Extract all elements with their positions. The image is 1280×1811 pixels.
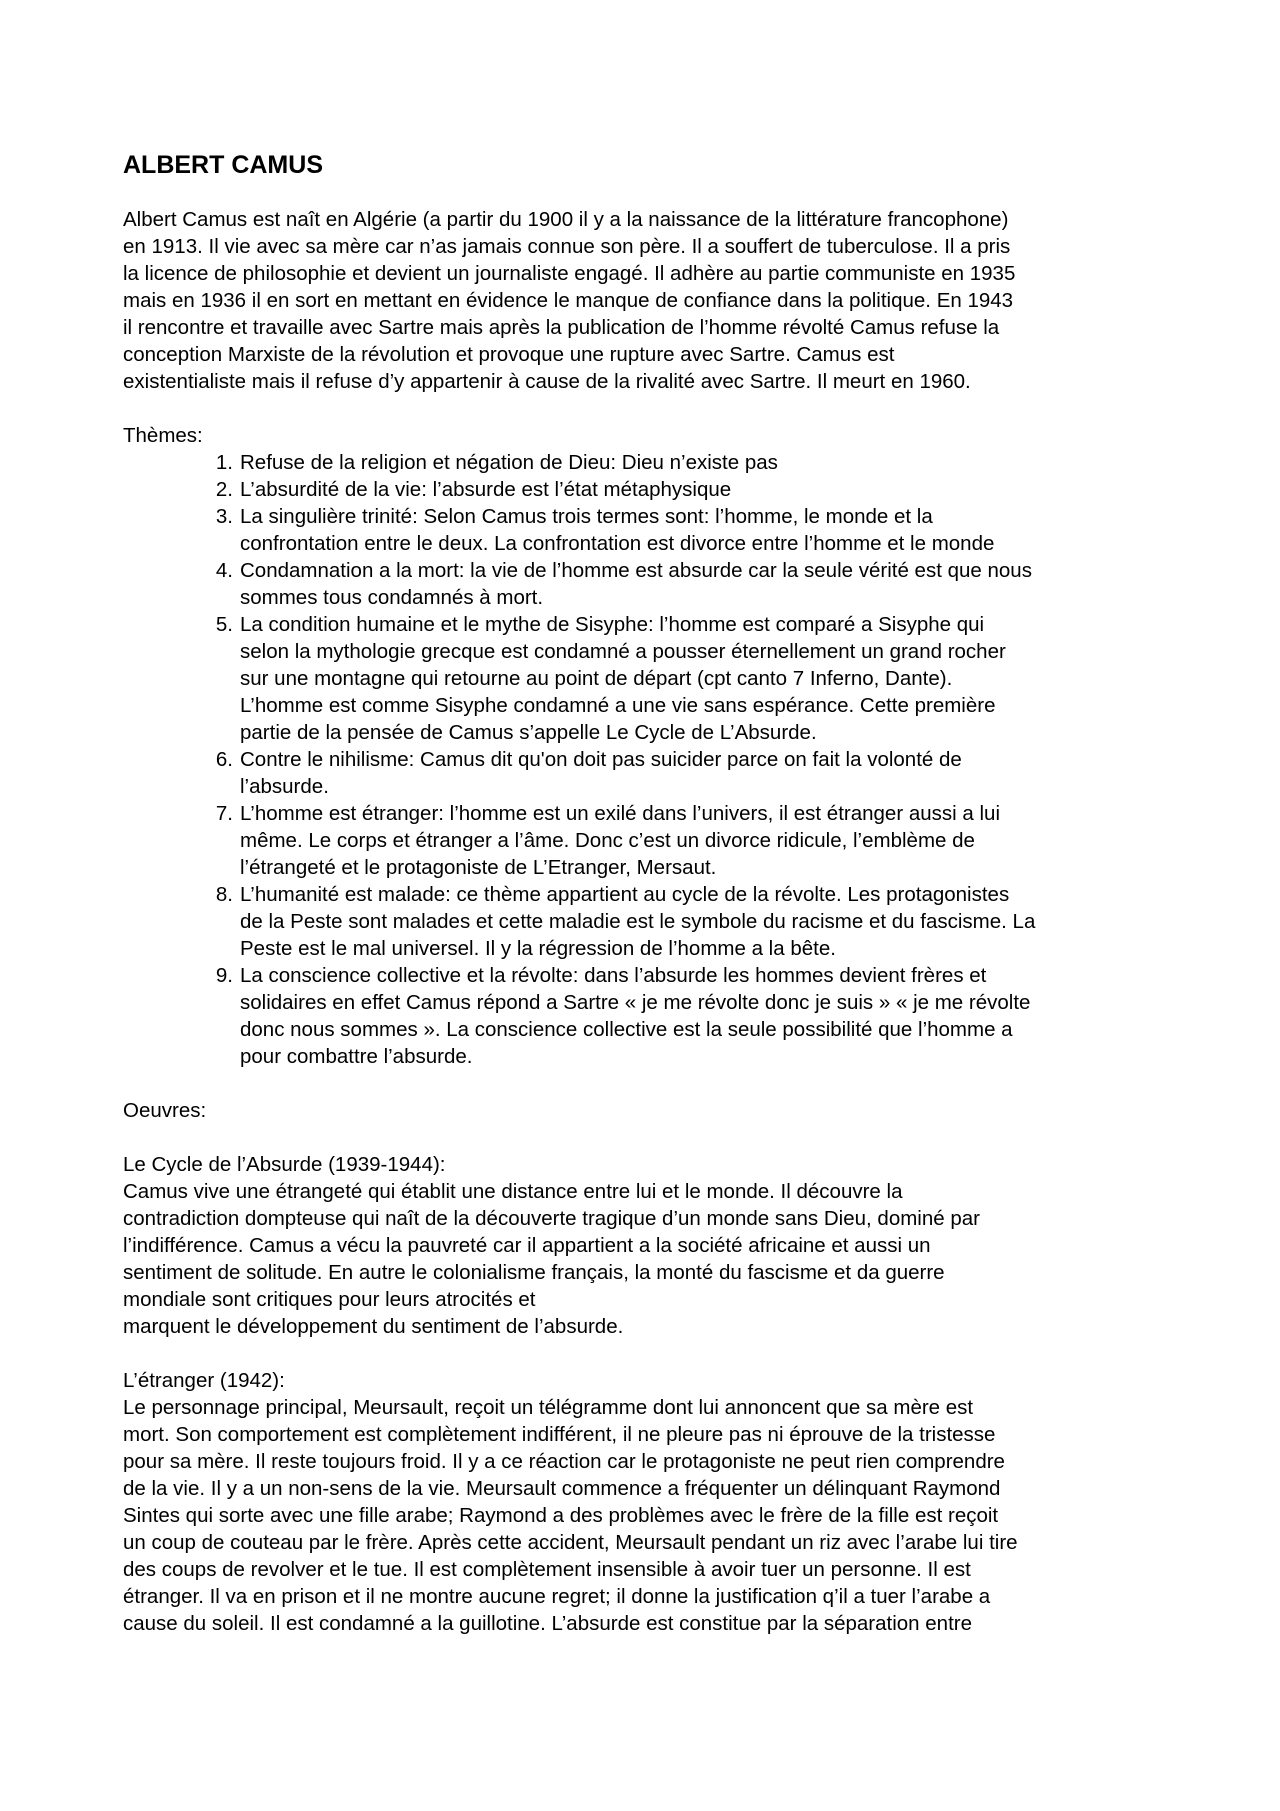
theme-text: La condition humaine et le mythe de Sisyphe: l’homme est comparé a Sisyphe qui selon la mythologie grecque est condamné a pousser éternellement un grand rocher sur une montagne qui retourne au point de départ (cpt canto 7 Inferno, Dante). L’homme est comme Sisyphe condamné a une vie sans espérance. Cette première partie de la pensée de Camus s’appelle Le Cycle de L’Absurde.: [240, 613, 1006, 744]
theme-number: 2.: [215, 478, 233, 501]
theme-number: 7.: [215, 802, 233, 825]
document-title: ALBERT CAMUS: [123, 151, 323, 179]
oeuvres-heading: Oeuvres:: [123, 1099, 207, 1122]
theme-text: La conscience collective et la révolte: dans l’absurde les hommes devient frères et solidaires en effet Camus répond a Sartre « je me révolte donc je suis » « je me révolte donc nous sommes ». La conscience collective est la seule possibilité que l’homme a pour combattre l’absurde.: [240, 964, 1031, 1068]
theme-text: L’absurdité de la vie: l’absurde est l’état métaphysique: [240, 478, 732, 501]
theme-number: 4.: [215, 559, 233, 582]
etranger-heading: L’étranger (1942):: [123, 1369, 285, 1392]
theme-text: Contre le nihilisme: Camus dit qu'on doit pas suicider parce on fait la volonté de l’absurde.: [240, 748, 962, 798]
theme-item-5: [123, 611, 1183, 746]
theme-number: 9.: [215, 964, 233, 987]
theme-item-3: [123, 503, 1183, 557]
theme-number: 6.: [215, 748, 233, 771]
theme-number: 5.: [215, 613, 233, 636]
spacer: [123, 1340, 1183, 1367]
theme-text: La singulière trinité: Selon Camus trois termes sont: l’homme, le monde et la confrontation entre le deux. La confrontation est divorce entre l’homme et le monde: [240, 505, 995, 555]
document-page: [123, 150, 1183, 1637]
theme-number: 8.: [215, 883, 233, 906]
spacer: [123, 395, 1183, 422]
themes-list: [123, 449, 1183, 1070]
theme-text: Refuse de la religion et négation de Dieu: Dieu n’existe pas: [240, 451, 778, 474]
theme-item-4: [123, 557, 1183, 611]
theme-item-1: [123, 449, 1183, 476]
intro-paragraph: Albert Camus est naît en Algérie (a partir du 1900 il y a la naissance de la littérature francophone) en 1913. Il vie avec sa mère car n’as jamais connue son père. Il a souffert de tuberculose. Il a pris la licence de philosophie et devient un journaliste engagé. Il adhère au partie communiste en 1935 mais en 1936 il en sort en mettant en évidence le manque de confiance dans la politique. En 1943 il rencontre et travaille avec Sartre mais après la publication de l’homme révolté Camus refuse la conception Marxiste de la révolution et provoque une rupture avec Sartre. Camus est existentialiste mais il refuse d’y appartenir à cause de la rivalité avec Sartre. Il meurt en 1960.: [123, 208, 1016, 393]
cycle-paragraph: Camus vive une étrangeté qui établit une distance entre lui et le monde. Il découvre la contradiction dompteuse qui naît de la découverte tragique d’un monde sans Dieu, dominé par l’indifférence. Camus a vécu la pauvreté car il appartient a la société africaine et aussi un sentiment de solitude. En autre le colonialisme français, la monté du fascisme et da guerre mondiale sont critiques pour leurs atrocités et marquent le développement du sentiment de l’absurde.: [123, 1180, 980, 1338]
themes-heading: Thèmes:: [123, 424, 203, 447]
theme-item-2: [123, 476, 1183, 503]
cycle-heading: Le Cycle de l’Absurde (1939-1944):: [123, 1153, 446, 1176]
spacer: [123, 1124, 1183, 1151]
theme-text: L’homme est étranger: l’homme est un exilé dans l’univers, il est étranger aussi a lui même. Le corps et étranger a l’âme. Donc c’est un divorce ridicule, l’emblème de l’étrangeté et le protagoniste de L’Etranger, Mersaut.: [240, 802, 1001, 879]
etranger-paragraph: Le personnage principal, Meursault, reçoit un télégramme dont lui annoncent que sa mère est mort. Son comportement est complètement indifférent, il ne pleure pas ni éprouve de la tristesse pour sa mère. Il reste toujours froid. Il y a ce réaction car le protagoniste ne peut rien comprendre de la vie. Il y a un non-sens de la vie. Meursault commence a fréquenter un délinquant Raymond Sintes qui sorte avec une fille arabe; Raymond a des problèmes avec le frère de la fille est reçoit un coup de couteau par le frère. Après cette accident, Meursault pendant un riz avec l’arabe lui tire des coups de revolver et le tue. Il est complètement insensible à avoir tuer un personne. Il est étranger. Il va en prison et il ne montre aucune regret; il donne la justification q’il a tuer l’arabe a cause du soleil. Il est condamné a la guillotine. L’absurde est constitue par la séparation entre: [123, 1396, 1018, 1635]
theme-item-6: [123, 746, 1183, 800]
spacer: [123, 1070, 1183, 1097]
theme-item-9: [123, 962, 1183, 1070]
theme-item-8: [123, 881, 1183, 962]
theme-number: 3.: [215, 505, 233, 528]
theme-text: L’humanité est malade: ce thème appartient au cycle de la révolte. Les protagonistes de la Peste sont malades et cette maladie est le symbole du racisme et du fascisme. La Peste est le mal universel. Il y la régression de l’homme a la bête.: [240, 883, 1036, 960]
theme-number: 1.: [215, 451, 233, 474]
theme-text: Condamnation a la mort: la vie de l’homme est absurde car la seule vérité est que nous sommes tous condamnés à mort.: [240, 559, 1032, 609]
theme-item-7: [123, 800, 1183, 881]
